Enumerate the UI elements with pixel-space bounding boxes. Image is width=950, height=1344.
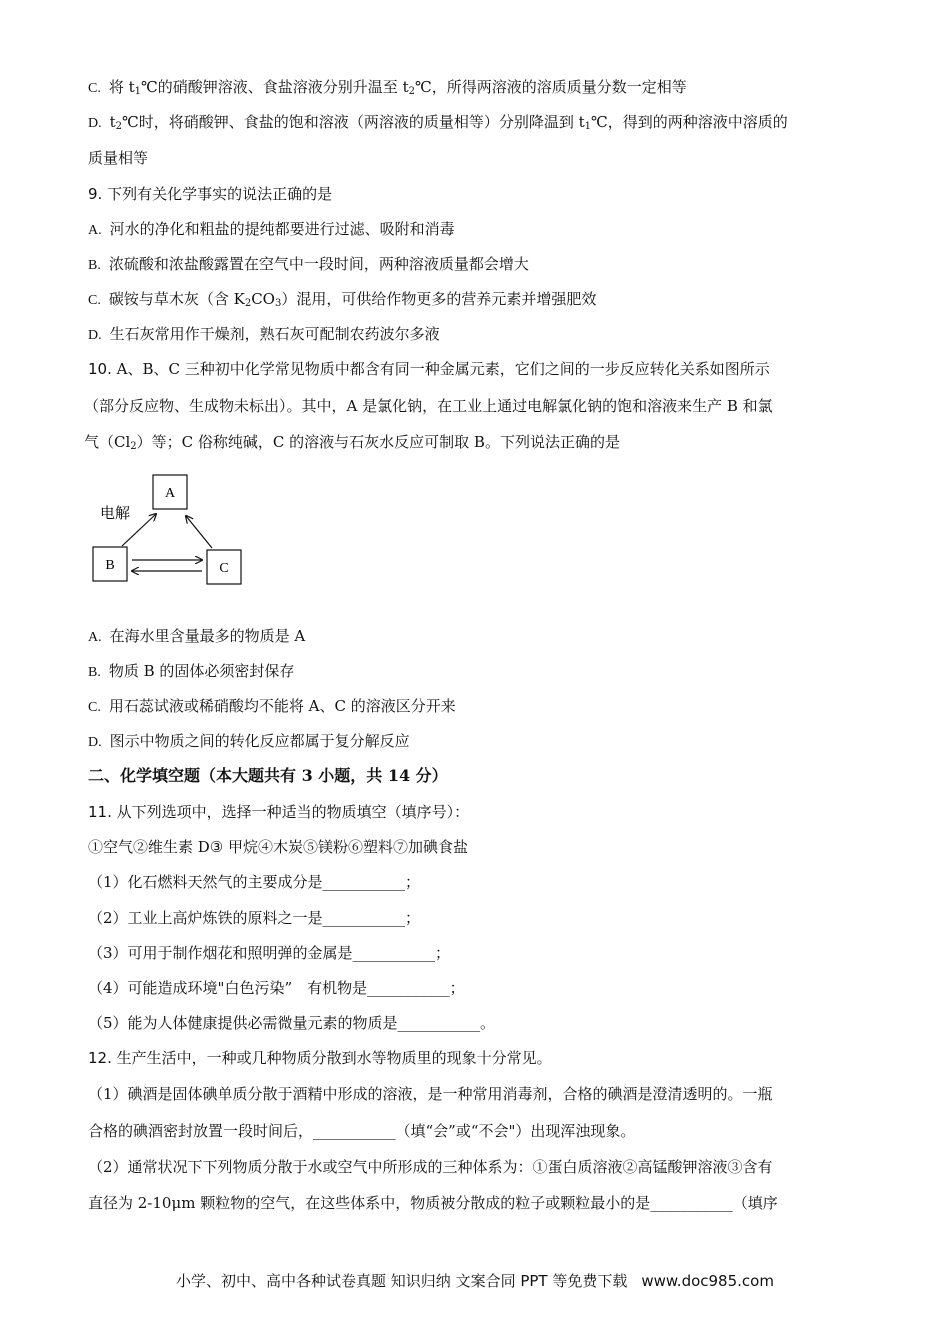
question-text: 生产生活中，一种或几种物质分散到水等物质里的现象十分常见。	[116, 1049, 552, 1067]
q9-option-c	[88, 289, 596, 311]
option-letter: C.	[88, 293, 101, 308]
q10-option-d	[88, 731, 410, 753]
option-text: ）混用，可供给作物更多的营养元素并增强肥效	[281, 290, 597, 308]
subscript: 2	[408, 86, 415, 97]
q12-part-1-line-2: 合格的碘酒密封放置一段时间后，___________（填“会”或“不会"）出现浑浊现象。	[88, 1122, 636, 1140]
node-c-label: C	[219, 561, 229, 576]
q10-option-c	[88, 696, 456, 718]
section-heading: 二、化学填空题（本大题共有 3 小题，共 14 分）	[88, 766, 448, 785]
node-b	[93, 547, 127, 581]
q10-option-a	[88, 626, 305, 648]
q12-part-1-line-1: （1）碘酒是固体碘单质分散于酒精中形成的溶液，是一种常用消毒剂，合格的碘酒是澄清透明的。一瓶	[88, 1085, 773, 1103]
q11-part-1: （1）化石燃料天然气的主要成分是___________；	[88, 873, 421, 891]
node-a-label: A	[164, 486, 176, 501]
q10-stem-line-1	[88, 359, 770, 379]
option-text: 将 t	[108, 78, 135, 96]
footer	[0, 1270, 950, 1291]
q9-option-a	[88, 219, 455, 241]
option-text: 物质 B 的固体必须密封保存	[108, 662, 295, 680]
q8-option-d	[88, 112, 788, 134]
footer-text: 小学、初中、高中各种试卷真题 知识归纳 文案合同 PPT 等免费下载	[176, 1272, 628, 1290]
q8-option-c	[88, 77, 687, 99]
q9-option-b	[88, 254, 529, 276]
q10-stem-line-3	[84, 432, 620, 452]
q11-part-2: （2）工业上高炉炼铁的原料之一是___________；	[88, 909, 421, 927]
option-text: ℃，所得两溶液的溶质质量分数一定相等	[414, 78, 687, 96]
option-letter: C.	[88, 700, 101, 715]
question-number: 10.	[88, 360, 112, 378]
question-number: 9.	[88, 185, 103, 203]
option-text: 在海水里含量最多的物质是 A	[109, 627, 306, 645]
q11-stem	[88, 802, 469, 822]
conversion-diagram	[90, 470, 260, 590]
option-text: ℃，得到的两种溶液中溶质的	[591, 113, 788, 131]
q10-stem-line-2: （部分反应物、生成物未标出）。其中，A 是氯化钠，在工业上通过电解氯化钠的饱和溶液来生产 B 和氯	[84, 397, 773, 415]
q11-part-4: （4）可能造成环境"白色污染” 有机物是___________；	[88, 979, 465, 997]
option-text: 生石灰常用作干燥剂，熟石灰可配制农药波尔多液	[109, 325, 440, 343]
q12-part-2-line-1: （2）通常状况下下列物质分散于水或空气中所形成的三种体系为：①蛋白质溶液②高锰酸钾溶液③含有	[88, 1158, 773, 1176]
option-text: 浓硫酸和浓盐酸露置在空气中一段时间，两种溶液质量都会增大	[108, 255, 529, 273]
option-letter: D.	[88, 328, 102, 343]
option-letter: A.	[88, 223, 102, 238]
subscript: 2	[244, 298, 252, 309]
option-text: ℃时，将硝酸钾、食盐的饱和溶液（两溶液的质量相等）分别降温到 t	[122, 113, 585, 131]
question-text: 从下列选项中，选择一种适当的物质填空（填序号）：	[116, 803, 470, 821]
option-letter: C.	[88, 81, 101, 96]
node-b-label: B	[105, 558, 115, 573]
option-text: t	[109, 113, 116, 131]
q12-stem	[88, 1048, 552, 1068]
q9-stem	[88, 184, 332, 204]
edge-label-electrolysis: 电解	[100, 504, 131, 522]
option-text: 碳铵与草木灰（含 K	[108, 290, 245, 308]
q11-options: ①空气②维生素 D③ 甲烷④木炭⑤镁粉⑥塑料⑦加碘食盐	[88, 838, 469, 856]
subscript: 1	[134, 86, 142, 97]
option-text: ℃的硝酸钾溶液、食盐溶液分别升温至 t	[141, 78, 409, 96]
option-letter: A.	[88, 630, 102, 645]
question-text: A、B、C 三种初中化学常见物质中都含有同一种金属元素，它们之间的一步反应转化关系如图所示	[116, 360, 770, 378]
question-number: 11.	[88, 803, 112, 821]
arrow-c-to-a	[186, 516, 212, 548]
question-number: 12.	[88, 1049, 112, 1067]
footer-site-link[interactable]: www.doc985.com	[641, 1272, 774, 1290]
node-a	[153, 475, 187, 509]
subscript: 2	[130, 441, 137, 452]
option-text: 河水的净化和粗盐的提纯都要进行过滤、吸附和消毒	[109, 220, 455, 238]
option-letter: B.	[88, 665, 101, 680]
q10-option-b	[88, 661, 294, 683]
question-text: 下列有关化学事实的说法正确的是	[107, 185, 333, 203]
option-letter: D.	[88, 735, 102, 750]
question-text: 气（Cl	[84, 433, 131, 451]
subscript: 2	[115, 121, 123, 132]
question-text: ）等；C 俗称纯碱，C 的溶液与石灰水反应可制取 B。下列说法正确的是	[136, 433, 620, 451]
node-c	[207, 550, 241, 584]
q12-part-2-line-2: 直径为 2-10μm 颗粒物的空气，在这些体系中，物质被分散成的粒子或颗粒最小的是___________（填序	[88, 1194, 778, 1212]
q11-part-5: （5）能为人体健康提供必需微量元素的物质是___________。	[88, 1014, 496, 1032]
option-text: CO	[251, 290, 275, 308]
option-text: 图示中物质之间的转化反应都属于复分解反应	[109, 732, 410, 750]
subscript: 1	[584, 121, 591, 132]
q11-part-3: （3）可用于制作烟花和照明弹的金属是___________；	[88, 944, 451, 962]
q8-option-d-continued: 质量相等	[88, 149, 149, 167]
option-letter: D.	[88, 116, 102, 131]
option-text: 用石蕊试液或稀硝酸均不能将 A、C 的溶液区分开来	[108, 697, 456, 715]
q9-option-d	[88, 324, 440, 346]
subscript: 3	[274, 298, 282, 309]
option-letter: B.	[88, 258, 101, 273]
